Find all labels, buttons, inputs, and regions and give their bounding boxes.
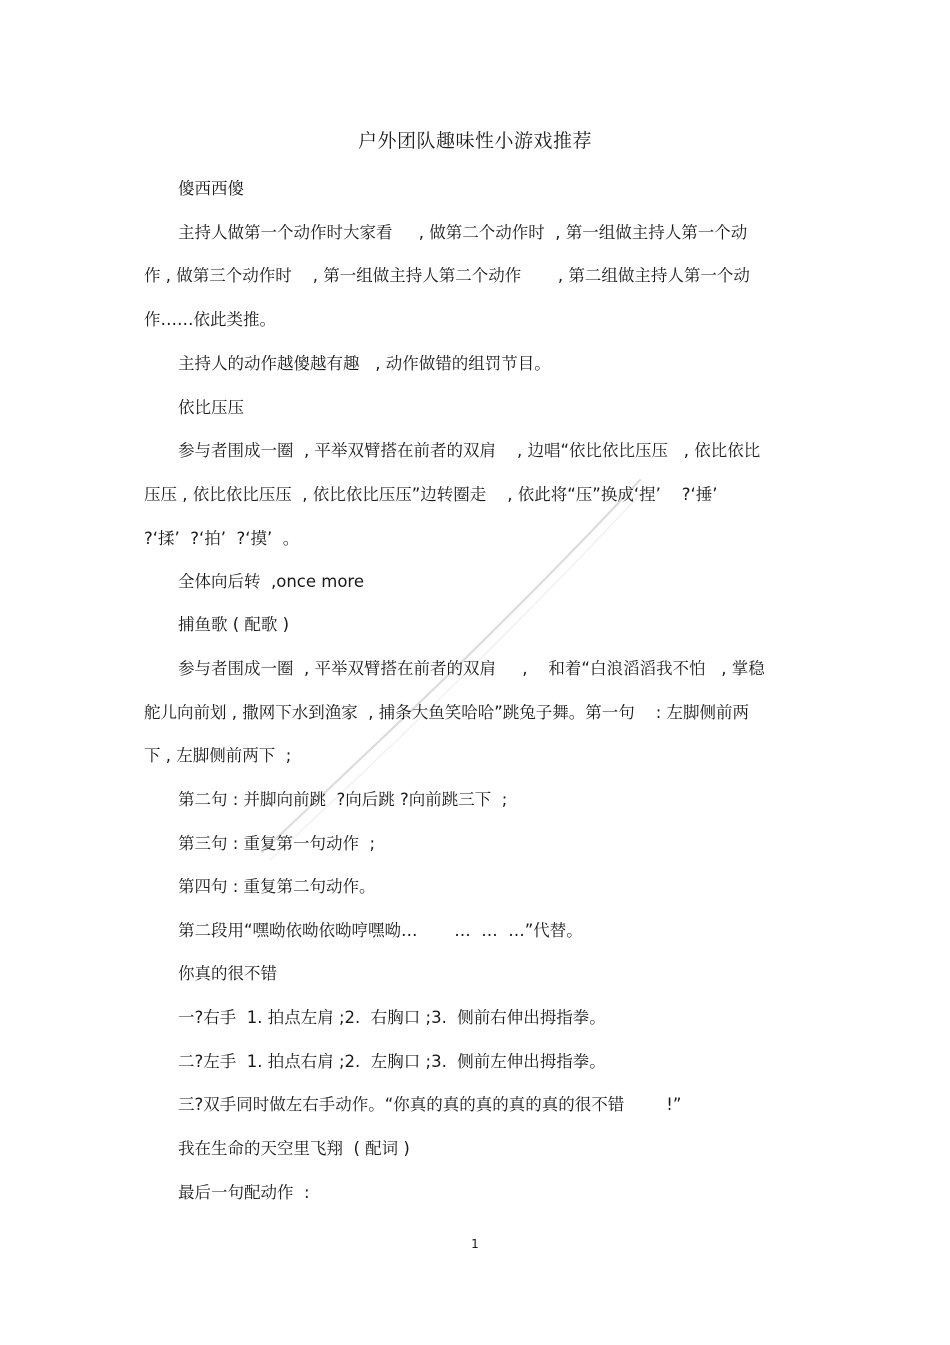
paragraph-line: 三?双手同时做左右手动作。“你真的真的真的真的真的很不错 !” [178, 1095, 682, 1114]
paragraph-line: 压压 , 依比依比压压 , 依比依比压压”边转圈走 , 依此将“压”换成‘捏’ ?‘捶’ [144, 485, 718, 504]
paragraph-line: 舵儿向前划 , 撒网下水到渔家 , 捕条大鱼笑哈哈”跳兔子舞。第一句 : 左脚侧前两 [144, 703, 750, 722]
paragraph-line: 参与者围成一圈 , 平举双臂搭在前者的双肩 , 和着“白浪滔滔我不怕 , 掌稳 [178, 659, 765, 678]
paragraph-line: 下 , 左脚侧前两下 ; [144, 746, 292, 765]
paragraph-line: 作……依此类推。 [144, 310, 276, 329]
section-heading-great: 你真的很不错 [178, 964, 277, 983]
paragraph-line: 主持人做第一个动作时大家看 , 做第二个动作时 , 第一组做主持人第一个动 [178, 223, 748, 242]
paragraph-line: 参与者围成一圈 , 平举双臂搭在前者的双肩 , 边唱“依比依比压压 , 依比依比 [178, 441, 761, 460]
page-number: 1 [471, 1237, 479, 1251]
section-heading-song: 我在生命的天空里飞翔 ( 配词 ) [178, 1139, 410, 1158]
section-heading-fishing: 捕鱼歌 ( 配歌 ) [178, 615, 290, 634]
paragraph-line: 第二段用“嘿呦依呦依呦哼嘿呦… … … …”代替。 [178, 921, 583, 940]
section-heading-turn: 全体向后转 ,once more [178, 572, 364, 591]
paragraph-line: 第三句 : 重复第一句动作 ; [178, 834, 376, 853]
paragraph-line: ?‘揉’ ?‘拍’ ?‘摸’ 。 [144, 529, 300, 548]
paragraph-line: 最后一句配动作 : [178, 1183, 310, 1202]
section-heading-shaxi: 傻西西傻 [178, 179, 244, 198]
paragraph-line: 作 , 做第三个动作时 , 第一组做主持人第二个动作 , 第二组做主持人第一个动 [144, 266, 750, 285]
section-heading-yibi: 依比压压 [178, 398, 244, 417]
paragraph-line: 第四句 : 重复第二句动作。 [178, 877, 376, 896]
paragraph-line: 主持人的动作越傻越有趣 , 动作做错的组罚节目。 [178, 354, 551, 373]
paragraph-line: 第二句 : 并脚向前跳 ?向后跳 ?向前跳三下 ; [178, 790, 508, 809]
document-title: 户外团队趣味性小游戏推荐 [357, 130, 592, 152]
paragraph-line: 二?左手 1. 拍点右肩 ;2. 左胸口 ;3. 侧前左伸出拇指拳。 [178, 1052, 606, 1071]
paragraph-line: 一?右手 1. 拍点左肩 ;2. 右胸口 ;3. 侧前右伸出拇指拳。 [178, 1008, 606, 1027]
